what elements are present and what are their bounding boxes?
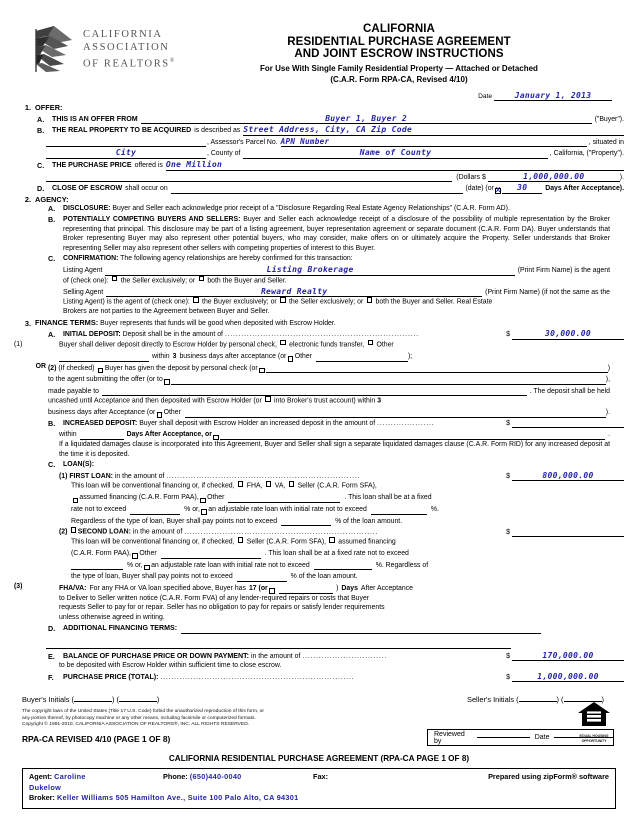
increased-deposit-letter: B. xyxy=(48,418,56,428)
initials-row xyxy=(0,695,638,704)
equal-housing-caption-1: EQUAL HOUSING xyxy=(579,734,609,738)
purchase-dollars-row xyxy=(14,172,624,183)
balance-heading: BALANCE OF PURCHASE PRICE OR DOWN PAYMENT: xyxy=(63,651,250,660)
increased-deposit-row xyxy=(14,419,624,429)
deposit-item-1-line2: within 3 business days after acceptance (or Other ); xyxy=(59,351,610,362)
broker-row xyxy=(29,793,609,804)
copyright-line-3: Copyright © 1991-2010, CALIFORNIA ASSOCIATION OF REALTORS®, INC. ALL RIGHTS RESERVED. xyxy=(22,721,250,727)
agency-competing-text: POTENTIALLY COMPETING BUYERS AND SELLERS: Buyer and Seller each acknowledge receipt of a disclosure of the possibility of multiple representation by the Broker representing that principal. This disclosure may be part of a listing agreement, buyer representation agreement or separate document (C.A.R. Form DA). Buyer understands that Broker representing Buyer may also represent other potential buyers, who may consider, make offers on or ultimately acquire the Property. Seller understands that Broker representing Seller may also represent other sellers with competing properties of interest to this Buyer. xyxy=(63,216,610,252)
prepared-using-label: Prepared using zipForm® software xyxy=(488,772,609,782)
balance-amount[interactable]: 170,000.00 xyxy=(512,651,624,662)
initial-deposit-heading: INITIAL DEPOSIT: xyxy=(63,331,121,339)
purchase-price-words[interactable]: One Million xyxy=(166,160,624,171)
agent-row xyxy=(29,772,609,793)
balance-line2: to be deposited with Escrow Holder within sufficient time to close escrow. xyxy=(59,662,282,670)
title-line-1: CALIFORNIA xyxy=(363,23,435,35)
reviewed-by-box xyxy=(427,729,614,746)
brokers-not-parties-text: Brokers are not parties to the Agreement between Buyer and Seller. xyxy=(63,308,270,316)
additional-financing-value-2[interactable] xyxy=(46,638,511,649)
section-2-title: AGENCY: xyxy=(35,194,69,204)
brokers-trust-checkbox[interactable] xyxy=(265,396,270,401)
selling-agent-suffix: (Print Firm Name) (if not the same as the xyxy=(485,288,610,296)
section-2-number: 2. xyxy=(24,194,31,204)
deposit-other-checkbox[interactable] xyxy=(368,340,373,345)
reviewed-by-label: Reviewed by xyxy=(434,730,465,745)
deposit-item-2-line3: made payable to . The deposit shall be held xyxy=(48,387,610,395)
additional-financing-heading: ADDITIONAL FINANCING TERMS: xyxy=(63,624,178,633)
reviewed-by-field[interactable] xyxy=(477,737,530,738)
offer-from-row xyxy=(14,114,624,125)
agency-competing-row xyxy=(14,215,624,253)
seller-financing-checkbox[interactable] xyxy=(289,481,294,486)
deposit-item-1-num: (1) xyxy=(14,340,23,348)
liquidated-damages-text: If a liquidated damages clause is incorporated into this Agreement, Buyer and Seller shall sign a separate liquidated damages clause (C.A.R. Form RID) for any increased deposit at the time it is deposited. xyxy=(59,441,610,458)
first-loan-heading: FIRST LOAN: xyxy=(69,472,113,480)
apn-label: , Assessor's Parcel No. xyxy=(207,138,278,146)
offer-from-value[interactable]: Buyer 1, Buyer 2 xyxy=(141,114,592,125)
fha-checkbox[interactable] xyxy=(238,481,243,486)
total-price-heading: PURCHASE PRICE (TOTAL): xyxy=(63,672,159,681)
first-loan-line5: Regardless of the type of loan, Buyer shall pay points not to exceed % of the loan amount. xyxy=(71,517,403,525)
agent-value: Caroline Dukelow xyxy=(29,772,86,792)
listing-seller-exclusive-checkbox[interactable] xyxy=(112,276,117,281)
document-body xyxy=(0,91,638,683)
reviewed-date-field[interactable] xyxy=(554,737,613,738)
copyright-line-1: The copyright laws of the United States (Title 17 U.S. Code) forbid the unauthorized reproduction of this form, or xyxy=(22,709,265,715)
second-loan-dollar-sign: $ xyxy=(506,528,510,536)
additional-financing-value-1[interactable] xyxy=(181,633,541,634)
equal-housing-caption-2: OPPORTUNITY xyxy=(581,739,607,744)
eft-checkbox[interactable] xyxy=(280,340,285,345)
date-value[interactable]: January 1, 2013 xyxy=(494,91,612,102)
balance-dollar-sign: $ xyxy=(506,652,510,660)
document-header xyxy=(0,0,638,85)
second-assumed-financing-checkbox[interactable] xyxy=(329,537,334,542)
adjustable-rate-checkbox[interactable] xyxy=(201,509,206,514)
seller-initials: Seller's Initials ( ) ( ) xyxy=(467,695,604,705)
close-escrow-days-checkbox[interactable] xyxy=(495,188,500,193)
selling-buyer-exclusive-checkbox[interactable] xyxy=(193,297,198,302)
va-checkbox[interactable] xyxy=(266,481,271,486)
situated-text: , situated in xyxy=(588,138,624,146)
total-price-letter: F. xyxy=(48,672,54,682)
car-logo-text xyxy=(83,28,174,71)
dot-leader: ....................................................................... xyxy=(224,331,419,339)
agent-info-box xyxy=(22,768,616,809)
apn-row xyxy=(14,137,624,148)
deposit-item-2-line1: (2) (If checked) Buyer has given the deposit by personal check (or ) xyxy=(48,364,610,372)
property-letter: B. xyxy=(37,126,45,136)
title-block xyxy=(224,22,574,85)
city-value[interactable]: City xyxy=(46,148,206,159)
close-escrow-days-suffix: Days After Acceptance). xyxy=(545,185,624,193)
listing-agent-checks: of (check one): the Seller exclusively; or both the Buyer and Seller. xyxy=(63,276,287,284)
listing-agent-value[interactable]: Listing Brokerage xyxy=(105,265,514,276)
increased-deposit-text: Buyer shall deposit with Escrow Holder an increased deposit in the amount of xyxy=(139,419,376,427)
agency-confirmation-row xyxy=(14,254,624,316)
offer-from-label: THIS IS AN OFFER FROM xyxy=(52,114,138,123)
purchase-price-numeric[interactable]: 1,000,000.00 xyxy=(488,172,620,183)
agency-disclosure-text: DISCLOSURE: Buyer and Seller each acknowledge prior receipt of a "Disclosure Regarding Real Estate Agency Relationships" (C.A.R. Form AD). xyxy=(63,205,510,213)
total-price-row xyxy=(14,672,624,683)
purchase-price-letter: C. xyxy=(37,161,45,171)
listing-both-checkbox[interactable] xyxy=(199,276,204,281)
second-loan-row xyxy=(14,527,624,537)
fha-va-num: (3) xyxy=(14,582,23,590)
close-of-escrow-row xyxy=(14,183,624,194)
state-suffix: , California, ("Property"). xyxy=(549,150,624,158)
second-loan-heading: SECOND LOAN: xyxy=(77,528,131,536)
fha-va-days-checkbox[interactable] xyxy=(269,588,274,593)
second-seller-financing-checkbox[interactable] xyxy=(238,537,243,542)
phone-label: Phone: xyxy=(163,772,188,782)
second-loan-detail xyxy=(14,537,624,582)
first-loan-other-checkbox[interactable] xyxy=(200,498,205,503)
listing-agent-label: Listing Agent xyxy=(63,267,103,274)
fha-va-block xyxy=(14,582,624,622)
additional-financing-row-2 xyxy=(14,638,624,649)
initial-deposit-text: Deposit shall be in the amount of xyxy=(122,331,223,339)
property-address-value[interactable]: Street Address, City, CA Zip Code xyxy=(243,125,624,136)
deposit-item-1 xyxy=(14,340,624,362)
loans-row xyxy=(14,460,624,470)
section-1-heading xyxy=(14,103,624,113)
dot-leader: ............................... xyxy=(302,652,388,660)
date-label: Date xyxy=(478,92,493,100)
buyer-initial-2[interactable] xyxy=(119,701,157,702)
offer-from-letter: A. xyxy=(37,114,45,124)
title-line-3: AND JOINT ESCROW INSTRUCTIONS xyxy=(294,48,504,60)
section-1-number: 1. xyxy=(24,103,31,113)
second-loan-other-checkbox[interactable] xyxy=(132,553,137,558)
second-loan-num: (2) xyxy=(59,528,68,536)
fax-label: Fax: xyxy=(313,772,329,782)
balance-letter: E. xyxy=(48,651,55,661)
fha-va-line1: FHA/VA: For any FHA or VA loan specified above, Buyer has 17 (or ) Days After Acceptance xyxy=(59,584,413,592)
deposit-given-checkbox[interactable] xyxy=(98,368,103,373)
deposit-item-2-line4: uncashed until Acceptance and then deposited with Escrow Holder (or into Broker's trust account) within 3 xyxy=(48,397,382,405)
agency-confirmation-intro: CONFIRMATION: The following agency relationships are hereby confirmed for this transaction: xyxy=(63,255,353,263)
selling-agent-row xyxy=(63,287,610,298)
initial-deposit-row xyxy=(14,329,624,340)
balance-text: in the amount of xyxy=(250,652,301,660)
close-escrow-label: CLOSE OF ESCROW xyxy=(52,184,123,193)
agency-c-letter: C. xyxy=(48,254,56,264)
property-label: THE REAL PROPERTY TO BE ACQUIRED xyxy=(52,126,192,135)
second-loan-line4: % or, an adjustable rate loan with initial rate not to exceed %. Regardless of xyxy=(71,560,582,571)
increased-deposit-heading: INCREASED DEPOSIT: xyxy=(63,419,138,427)
copyright-block xyxy=(0,704,352,728)
first-loan-line3: assumed financing (C.A.R. Form PAA), Other . This loan shall be at a fixed xyxy=(71,492,582,503)
logo-line-2: ASSOCIATION xyxy=(83,42,170,53)
property-row xyxy=(14,125,624,136)
close-escrow-letter: D. xyxy=(37,184,45,194)
second-loan-line3: (C.A.R. Form PAA), Other . This loan shall be at a fixed rate not to exceed xyxy=(71,550,409,558)
title-subtitle: For Use With Single Family Residential Property — Attached or Detached xyxy=(260,63,538,73)
buyer-initial-1[interactable] xyxy=(74,701,112,702)
close-escrow-days-value[interactable]: 30 xyxy=(502,183,542,194)
date-line xyxy=(14,91,624,102)
total-price-amount[interactable]: 1,000,000.00 xyxy=(512,672,624,683)
buyer-initials: Buyer's Initials ( ) ( ) xyxy=(22,695,160,705)
second-loan-checkbox[interactable] xyxy=(71,527,76,532)
car-logo xyxy=(34,22,224,74)
phone-value: (650)440-0040 xyxy=(189,772,242,782)
loans-letter: C. xyxy=(48,460,56,470)
purchase-price-label-2: offered is xyxy=(134,162,163,170)
section-3-heading xyxy=(14,318,624,329)
dot-leader: ....................................................................... xyxy=(184,528,379,536)
agency-b-letter: B. xyxy=(48,215,56,225)
county-value[interactable]: Name of County xyxy=(243,148,547,159)
section-3-intro: Buyer represents that funds will be good when deposited with Escrow Holder. xyxy=(100,319,336,327)
agency-disclosure-heading: DISCLOSURE: xyxy=(63,205,111,213)
equal-housing-icon xyxy=(577,701,611,728)
close-escrow-date-note: (date) (or xyxy=(465,185,494,193)
broker-value: Keller Williams 505 Hamilton Ave., Suite 100 Palo Alto, CA 94301 xyxy=(56,793,299,803)
purchase-price-row xyxy=(14,160,624,171)
first-loan-amount[interactable]: 800,000.00 xyxy=(512,471,624,482)
initial-deposit-letter: A. xyxy=(48,330,56,340)
first-loan-dollar-sign: $ xyxy=(506,472,510,480)
first-loan-detail xyxy=(14,481,624,526)
second-loan-line2: This loan will be conventional financing or, if checked, Seller (C.A.R. Form SFA), assumed financing xyxy=(71,538,396,546)
first-loan-line2: This loan will be conventional financing or, if checked, FHA, VA, Seller (C.A.R. Form SFA), xyxy=(71,482,377,490)
second-loan-text: in the amount of xyxy=(132,528,183,536)
balance-detail-row xyxy=(14,661,624,671)
fha-va-heading: FHA/VA: xyxy=(59,584,87,592)
deposit-bizdays-other-checkbox[interactable] xyxy=(157,412,162,417)
reviewed-date-label: Date xyxy=(534,734,550,741)
dot-leader: ....................................................................... xyxy=(160,673,355,681)
title-line-2: RESIDENTIAL PURCHASE AGREEMENT xyxy=(287,35,511,48)
apn-value[interactable]: APN Number xyxy=(281,137,587,148)
title-form-ref: (C.A.R. Form RPA-CA, Revised 4/10) xyxy=(330,74,468,84)
county-label: , County of xyxy=(207,150,241,158)
listing-agent-suffix: (Print Firm Name) is the agent xyxy=(517,267,610,274)
selling-agent-label: Selling Agent xyxy=(63,288,104,296)
selling-both-checkbox[interactable] xyxy=(367,297,372,302)
section-1-title: OFFER: xyxy=(35,103,63,113)
fha-va-line3: requests Seller to pay for or repair. Seller has no obligation to pay for repairs or satisfy lender requirements xyxy=(59,604,385,612)
initial-deposit-amount[interactable]: 30,000.00 xyxy=(512,329,624,340)
deposit-or-label: OR xyxy=(35,362,46,370)
deposit-item-2-line5: business days after Acceptance (or Other ). xyxy=(48,409,610,417)
dot-leader: ..................... xyxy=(377,419,435,427)
first-loan-line4: rate not to exceed % or, an adjustable rate loan with initial rate not to exceed %. xyxy=(71,506,439,514)
second-adjustable-rate-checkbox[interactable] xyxy=(144,565,149,570)
deposit-given-other-checkbox[interactable] xyxy=(259,368,264,373)
selling-agent-value[interactable]: Reward Realty xyxy=(106,287,482,298)
revision-label: RPA-CA REVISED 4/10 (PAGE 1 OF 8) xyxy=(22,734,171,745)
deposit-item-2-line2: to the agent submitting the offer (or to ), xyxy=(48,376,610,384)
first-loan-text: in the amount of xyxy=(114,472,165,480)
section-3-number: 3. xyxy=(24,318,31,328)
additional-financing-letter: D. xyxy=(48,624,56,634)
property-label-2: is described as xyxy=(194,127,241,135)
assumed-financing-checkbox[interactable] xyxy=(73,498,78,503)
broker-label: Broker: xyxy=(29,793,55,803)
additional-financing-row xyxy=(14,624,624,634)
first-loan-row xyxy=(14,471,624,482)
total-price-dollar-sign: $ xyxy=(506,673,510,681)
deposit-agent-other-checkbox[interactable] xyxy=(164,379,169,384)
dollars-close-paren: ). xyxy=(619,173,624,181)
first-loan-num: (1) xyxy=(59,472,68,480)
copyright-line-2: any portion thereof, by photocopy machine or any other means, including facsimile or computerized formats. xyxy=(22,715,256,721)
second-loan-line5: the type of loan, Buyer shall pay points not to exceed % of the loan amount. xyxy=(71,573,358,581)
initial-deposit-dollar-sign: $ xyxy=(506,331,510,339)
deposit-item-1-line1: Buyer shall deliver deposit directly to Escrow Holder by personal check, electronic funds transfer, Other xyxy=(59,341,394,349)
car-logo-mark xyxy=(34,24,76,74)
selling-agent-checks: Listing Agent) is the agent of (check one): the Buyer exclusively; or the Seller exclusively; or both the Buyer and Seller. Real Estate xyxy=(63,298,493,306)
increased-deposit-dollar-sign: $ xyxy=(506,419,510,427)
seller-initial-1[interactable] xyxy=(519,701,557,702)
balance-row xyxy=(14,651,624,662)
logo-line-3: OF REALTORS® xyxy=(83,57,175,69)
deposit-item-2 xyxy=(14,362,624,418)
increased-deposit-detail xyxy=(14,428,624,459)
offer-from-suffix: ("Buyer"). xyxy=(594,115,624,123)
dot-leader: ....................................................................... xyxy=(166,472,361,480)
increased-deposit-within-row: within Days After Acceptance, or . xyxy=(59,431,610,439)
close-escrow-label-2: shall occur on xyxy=(125,185,168,193)
fha-va-line2: to Deliver to Seller written notice (C.A.R. Form FVA) of any lender-required repairs or costs that Buyer xyxy=(59,594,370,602)
section-3-title: FINANCE TERMS: xyxy=(35,317,99,327)
selling-seller-exclusive-checkbox[interactable] xyxy=(280,297,285,302)
agent-label: Agent: xyxy=(29,772,53,782)
fha-va-line4: unless otherwise agreed in writing. xyxy=(59,613,165,621)
logo-line-1: CALIFORNIA xyxy=(83,28,163,40)
agency-a-letter: A. xyxy=(48,204,56,214)
section-2-heading xyxy=(14,195,624,205)
city-county-row xyxy=(14,148,624,159)
agency-competing-heading: POTENTIALLY COMPETING BUYERS AND SELLERS: xyxy=(63,216,241,224)
agency-disclosure-row xyxy=(14,204,624,214)
loans-heading: LOAN(S): xyxy=(63,461,95,469)
footer-page-title: CALIFORNIA RESIDENTIAL PURCHASE AGREEMENT (RPA-CA PAGE 1 OF 8) xyxy=(168,754,470,764)
purchase-price-label: THE PURCHASE PRICE xyxy=(52,161,132,170)
dollars-label: (Dollars $ xyxy=(456,173,486,181)
listing-agent-row xyxy=(63,265,610,276)
